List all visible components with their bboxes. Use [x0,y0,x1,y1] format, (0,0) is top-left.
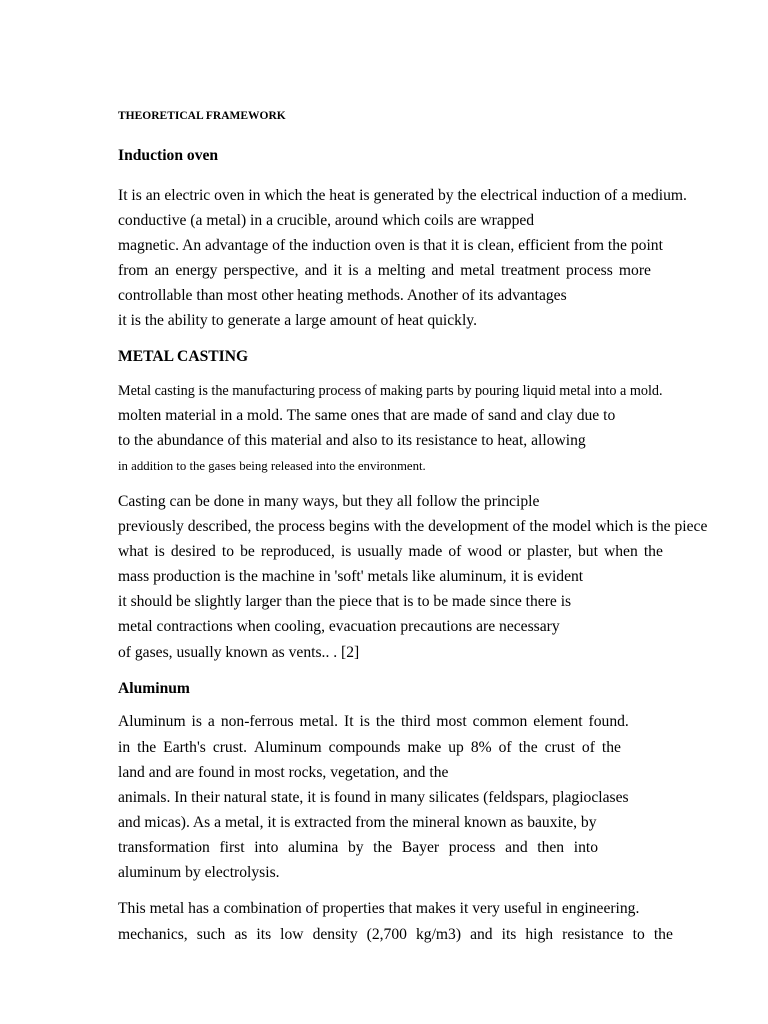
word: of [448,543,462,560]
word: process [448,839,496,856]
word: high [525,926,554,943]
word: to [632,926,645,943]
section-heading-aluminum: Aluminum [118,680,190,697]
text-line: in addition to the gases being released into the environment. [118,459,426,473]
word: Bayer [401,839,440,856]
word: its [256,926,272,943]
word: to [221,543,235,560]
word: into [573,839,598,856]
section-heading-metal-casting: METAL CASTING [118,348,249,365]
word: and [470,926,493,943]
word: plaster, [527,543,572,560]
text-line: conductive (a metal) in a crucible, around which coils are wrapped [118,212,535,229]
word: from [118,262,149,279]
word: more [618,262,651,279]
word: is [154,543,165,560]
word: kg/m3) [415,926,462,943]
word: resistance [562,926,624,943]
word: treatment [500,262,560,279]
word: but [578,543,598,560]
word: and [304,262,328,279]
word: process [566,262,613,279]
word: make [407,739,442,756]
text-line [118,925,673,945]
word: or [508,543,522,560]
word: the [601,739,621,756]
text-line: aluminum by electrolysis. [118,864,280,881]
text-line [118,838,598,858]
text-line: of gases, usually known as vents.. . [2] [118,644,360,661]
word: it [333,262,342,279]
text-line: magnetic. An advantage of the induction oven is that it is clean, efficient from the point [118,237,663,254]
word: the [373,839,393,856]
word: third [400,713,431,730]
word: crust [544,739,575,756]
word: found. [588,713,629,730]
word: such [196,926,226,943]
word: by [347,839,364,856]
word: is [191,713,202,730]
word: mechanics, [118,926,188,943]
word: first [219,839,245,856]
word: then [537,839,565,856]
text-line: This metal has a combination of properties that makes it very useful in engineering. [118,900,640,917]
framework-heading: THEORETICAL FRAMEWORK [118,110,286,122]
word: transformation [118,839,210,856]
text-line: It is an electric oven in which the heat is generated by the electrical induction of a medium. [118,187,687,204]
word: the [137,739,157,756]
word: a [207,713,215,730]
word: the [518,739,538,756]
text-line: it should be slightly larger than the piece that is to be made since there is [118,593,572,610]
word: when [603,543,638,560]
word: into [254,839,279,856]
word: low [280,926,304,943]
word: 8% [470,739,492,756]
word: usually [357,543,403,560]
word: as [234,926,248,943]
word: It [344,713,354,730]
word: metal [460,262,495,279]
word: desired [170,543,216,560]
text-line: to the abundance of this material and also to its resistance to heat, allowing [118,432,586,449]
text-line: land and are found in most rocks, vegetation, and the [118,764,449,781]
word: up [448,739,464,756]
word: a [364,262,372,279]
text-line: and micas). As a metal, it is extracted from the mineral known as bauxite, by [118,814,597,831]
word: Aluminum [118,713,186,730]
text-line: mass production is the machine in 'soft' metals like aluminum, it is evident [118,568,584,585]
word: and [431,262,455,279]
text-line: molten material in a mold. The same ones that are made of sand and clay due to [118,407,616,424]
word: element [533,713,583,730]
word: made [408,543,443,560]
word: energy [175,262,218,279]
word: (2,700 [366,926,407,943]
word: common [472,713,528,730]
word: be [240,543,255,560]
word: the [643,543,663,560]
word: perspective, [223,262,299,279]
word: most [436,713,467,730]
word: the [653,926,673,943]
text-line: Casting can be done in many ways, but they all follow the principle [118,493,540,510]
word: is [340,543,352,560]
word: crust. [212,739,248,756]
word: alumina [288,839,339,856]
word: of [498,739,512,756]
word: Earth's [163,739,206,756]
text-line [118,542,663,562]
word: metal. [299,713,339,730]
word: reproduced, [260,543,335,560]
text-line [118,712,629,732]
word: the [375,713,395,730]
word: melting [377,262,426,279]
word: non-ferrous [220,713,294,730]
text-line [118,738,621,758]
word: of [581,739,595,756]
word: is [348,262,359,279]
text-line: metal contractions when cooling, evacuation precautions are necessary [118,618,560,635]
word: is [359,713,370,730]
word: wood [467,543,503,560]
text-line [118,261,651,281]
section-heading-induction: Induction oven [118,147,219,164]
word: its [501,926,517,943]
word: density [312,926,358,943]
text-line: previously described, the process begins with the development of the model which is the piece [118,518,708,535]
text-line: animals. In their natural state, it is found in many silicates (feldspars, plagioclases [118,789,629,806]
word: in [118,739,131,756]
word: an [154,262,170,279]
word: compounds [328,739,401,756]
text-line: Metal casting is the manufacturing process of making parts by pouring liquid metal into a mold. [118,383,663,399]
word: what [118,543,149,560]
text-line: it is the ability to generate a large amount of heat quickly. [118,312,477,329]
word: Aluminum [254,739,322,756]
text-line: controllable than most other heating methods. Another of its advantages [118,287,567,304]
word: and [505,839,528,856]
